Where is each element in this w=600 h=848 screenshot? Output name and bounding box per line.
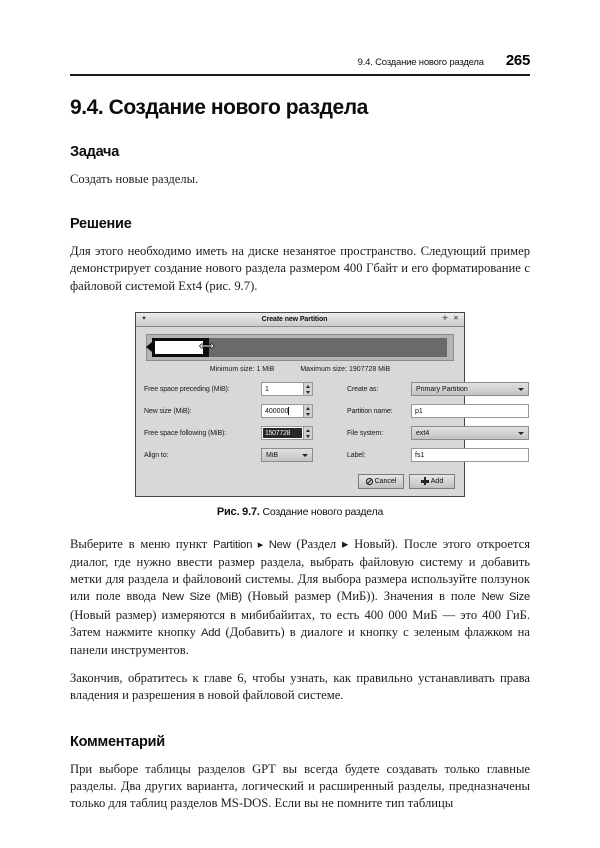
label-value: fs1: [415, 451, 425, 459]
new-size-label: New size (MiB):: [144, 407, 192, 415]
free-space-preceding-stepper[interactable]: [303, 383, 312, 395]
file-system-value: ext4: [416, 429, 430, 437]
size-limits-row: [144, 366, 456, 373]
create-as-select[interactable]: [411, 382, 529, 396]
label-field-label: Label:: [347, 451, 366, 459]
partition-name-value: p1: [415, 407, 423, 415]
paragraph-instructions: [70, 536, 530, 659]
heading-comment: Комментарий: [70, 733, 165, 750]
page-title: 9.4. Создание нового раздела: [70, 96, 368, 119]
paragraph-chapter-reference: Закончив, обратитесь к главе 6, чтобы узнать, как правильно устанавливать права владения и разрешения в новой файловой системе.: [70, 671, 530, 703]
window-menu-icon[interactable]: ▾: [142, 315, 146, 323]
partition-name-label: Partition name:: [347, 407, 393, 415]
figure-caption-text: Создание нового раздела: [262, 505, 384, 518]
ui-term-new-size-mib: New Size (MiB): [162, 591, 242, 604]
free-space-following-label: Free space following (MiB):: [144, 429, 227, 437]
figure-caption-label: Рис. 9.7.: [216, 505, 260, 518]
ui-term-add: Add: [201, 626, 221, 639]
dialog-titlebar: [136, 313, 464, 327]
chevron-down-icon: [302, 454, 308, 457]
ui-term-partition-new: Partition ▸ New: [212, 538, 291, 551]
add-button[interactable]: [409, 474, 455, 489]
new-size-stepper[interactable]: [303, 405, 312, 417]
add-button-label: Add: [430, 477, 444, 485]
new-size-value: 400000: [262, 405, 303, 417]
partition-name-input[interactable]: [411, 404, 529, 418]
free-space-following-input[interactable]: [261, 426, 313, 440]
header-chapter-title: 9.4. Создание нового раздела: [357, 57, 484, 68]
paragraph-comment: При выборе таблицы разделов GPT вы всегда будете создавать только главные разделы. Два других варианта, логический и расширенный разделы, предназначены только для таблиц разделов MS-DOS. Если вы не помните тип таблицы: [70, 761, 530, 811]
cancel-icon: [366, 478, 373, 485]
p1-seg-b: (Раздел ▸ Новый). После этого откроется диалог, где нужно ввести размер раздела, выбрать файловую систему и добавить метки для раздела и файловоий системы. Для выбора размера используйте ползунок или поле ввода: [70, 536, 530, 604]
p1-seg-d: (Новый размер) измеряются в мибибайитах, то есть 400 000 МиБ — это 400 ГиБ. Затем нажмите кнопку: [70, 607, 530, 639]
unallocated-space-block: [206, 338, 447, 357]
paragraph-solution: Для этого необходимо иметь на диске незанятое пространство. Следующий пример демонстрирует создание нового раздела размером 400 Гбайт и его форматирование с файловой системой Ext4 (рис. 9.7).: [70, 244, 530, 293]
maximize-icon[interactable]: ✛: [442, 315, 448, 323]
chevron-down-icon: [518, 432, 524, 435]
resize-handle-right-icon[interactable]: ⟷: [199, 341, 214, 353]
chevron-down-icon: [518, 388, 524, 391]
plus-icon: [421, 477, 429, 485]
free-space-following-stepper[interactable]: [303, 427, 312, 439]
close-icon[interactable]: ✕: [453, 315, 459, 323]
page-content: [70, 95, 530, 812]
p1-seg-c: (Новый размер (МиБ)). Значения в поле: [241, 589, 482, 604]
heading-task: Задача: [70, 144, 120, 160]
cancel-button[interactable]: [358, 474, 404, 489]
figure-9-7: [70, 312, 530, 518]
align-to-label: Align to:: [144, 451, 169, 459]
cancel-button-label: Cancel: [374, 477, 397, 485]
new-size-input[interactable]: [261, 404, 313, 418]
p1-seg-a: Выберите в меню пункт: [70, 536, 213, 551]
create-as-label: Create as:: [347, 385, 379, 393]
free-space-following-value: 1507728: [263, 428, 302, 438]
p1-seg-e: (Добавить) в диалоге и кнопку с зеленым флажком на панели инструментов.: [70, 624, 530, 658]
dialog-action-buttons: [144, 474, 456, 489]
resize-handle-left-icon[interactable]: [146, 342, 152, 352]
new-partition-block[interactable]: [152, 338, 214, 357]
partition-form: [144, 380, 468, 465]
label-input[interactable]: [411, 448, 529, 462]
align-to-value: MiB: [266, 451, 279, 459]
figure-caption: [217, 506, 383, 518]
maximum-size-label: Maximum size: 1907728 MiB: [300, 365, 391, 373]
create-new-partition-dialog: [135, 312, 468, 497]
file-system-label: File system:: [347, 429, 384, 437]
running-header: [70, 52, 530, 69]
free-space-preceding-value: 1: [265, 385, 269, 393]
partition-size-slider[interactable]: [146, 334, 454, 361]
page-number: 265: [505, 52, 530, 69]
free-space-preceding-input[interactable]: [261, 382, 313, 396]
file-system-select[interactable]: [411, 426, 529, 440]
paragraph-task: Создать новые разделы.: [70, 172, 199, 186]
dialog-title: Create new Partition: [261, 315, 328, 323]
dialog-body: [136, 327, 468, 496]
ui-term-new-size: New Size: [481, 591, 530, 604]
heading-solution: Решение: [70, 216, 132, 233]
minimum-size-label: Minimum size: 1 MiB: [209, 365, 275, 373]
header-divider: [70, 74, 530, 76]
align-to-select[interactable]: [261, 448, 313, 462]
create-as-value: Primary Partition: [416, 385, 468, 393]
diskmap-right-pad: [447, 335, 453, 360]
free-space-preceding-label: Free space preceding (MiB):: [144, 385, 230, 393]
